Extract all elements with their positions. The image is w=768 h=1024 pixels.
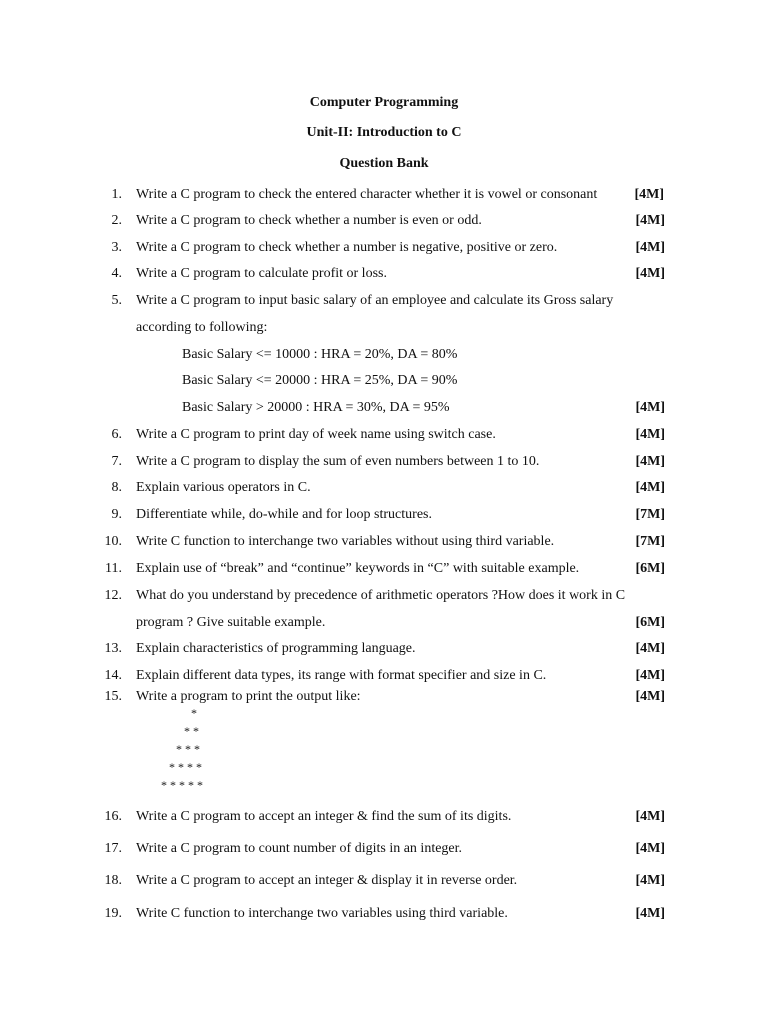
question-continuation: program ? Give suitable example. xyxy=(136,615,326,630)
question-text: Explain use of “break” and “continue” keywords in “C” with suitable example. xyxy=(136,561,580,576)
question-text: Write a C program to count number of digits in an integer. xyxy=(136,841,463,856)
salary-rule-line: Basic Salary <= 10000 : HRA = 20%, DA = 80% xyxy=(182,347,458,362)
course-title: Computer Programming xyxy=(309,95,459,110)
question-item xyxy=(0,479,768,497)
question-number: 2. xyxy=(111,213,122,228)
question-text: Write a C program to print day of week name using switch case. xyxy=(136,427,496,442)
question-text: Write a C program to input basic salary of an employee and calculate its Gross salary xyxy=(136,293,614,308)
question-item xyxy=(0,265,768,283)
question-item xyxy=(0,640,768,658)
question-item-tail xyxy=(0,399,768,417)
question-item xyxy=(0,212,768,230)
question-text: Write a program to print the output like: xyxy=(136,689,361,704)
question-number: 9. xyxy=(111,507,122,522)
question-number: 3. xyxy=(111,240,122,255)
question-number: 1. xyxy=(111,187,122,202)
question-number: 17. xyxy=(104,841,122,856)
doc-type-title: Question Bank xyxy=(339,156,429,171)
question-marks: [4M] xyxy=(635,668,665,683)
question-number: 6. xyxy=(111,427,122,442)
question-marks: [4M] xyxy=(634,187,664,202)
question-text: Differentiate while, do-while and for loop structures. xyxy=(136,507,432,522)
star-pattern-row: * * * * * xyxy=(161,778,203,792)
salary-rule-line: Basic Salary > 20000 : HRA = 30%, DA = 95% xyxy=(182,400,450,415)
question-text: What do you understand by precedence of arithmetic operators ?How does it work in C xyxy=(136,588,626,603)
question-item xyxy=(0,688,768,706)
question-marks: [4M] xyxy=(635,454,665,469)
question-number: 16. xyxy=(104,809,122,824)
question-text: Write a C program to check the entered character whether it is vowel or consonant xyxy=(136,187,598,202)
star-pattern-row: * * * xyxy=(176,742,200,756)
question-marks: [4M] xyxy=(635,873,665,888)
question-marks: [4M] xyxy=(635,809,665,824)
question-item xyxy=(0,292,768,310)
question-marks: [4M] xyxy=(635,427,665,442)
question-text: Write C function to interchange two variables without using third variable. xyxy=(136,534,555,549)
question-item xyxy=(0,872,768,890)
unit-title: Unit-II: Introduction to C xyxy=(306,125,462,140)
question-number: 15. xyxy=(104,689,122,704)
question-item xyxy=(0,533,768,551)
question-number: 8. xyxy=(111,480,122,495)
question-marks: [6M] xyxy=(635,615,665,630)
question-text: Write a C program to calculate profit or loss. xyxy=(136,266,387,281)
question-number: 14. xyxy=(104,668,122,683)
star-pattern-row: * * * * xyxy=(169,760,202,774)
question-marks: [4M] xyxy=(635,641,665,656)
question-text: Write a C program to display the sum of even numbers between 1 to 10. xyxy=(136,454,540,469)
question-marks: [4M] xyxy=(635,213,665,228)
question-number: 13. xyxy=(104,641,122,656)
question-item xyxy=(0,587,768,605)
question-marks: [4M] xyxy=(635,906,665,921)
question-text: Write C function to interchange two variables using third variable. xyxy=(136,906,508,921)
question-text: Write a C program to accept an integer & display it in reverse order. xyxy=(136,873,518,888)
question-marks: [4M] xyxy=(635,480,665,495)
question-marks: [4M] xyxy=(635,266,665,281)
question-marks: [4M] xyxy=(635,841,665,856)
question-marks: [7M] xyxy=(635,534,665,549)
question-marks: [4M] xyxy=(635,689,665,704)
question-number: 18. xyxy=(104,873,122,888)
question-text: Explain different data types, its range with format specifier and size in C. xyxy=(136,668,547,683)
star-pattern-row: * xyxy=(191,706,197,720)
question-marks: [6M] xyxy=(635,561,665,576)
question-number: 4. xyxy=(111,266,122,281)
question-number: 12. xyxy=(104,588,122,603)
question-number: 5. xyxy=(111,293,122,308)
question-item xyxy=(0,426,768,444)
question-text: Write a C program to check whether a number is negative, positive or zero. xyxy=(136,240,558,255)
question-item xyxy=(0,453,768,471)
question-text: Write a C program to check whether a number is even or odd. xyxy=(136,213,482,228)
question-item xyxy=(0,186,768,204)
question-item xyxy=(0,840,768,858)
question-marks: [7M] xyxy=(635,507,665,522)
question-marks: [4M] xyxy=(635,240,665,255)
question-number: 19. xyxy=(104,906,122,921)
question-number: 11. xyxy=(105,561,122,576)
star-pattern-row: * * xyxy=(184,724,199,738)
question-continuation: according to following: xyxy=(136,320,268,335)
question-item xyxy=(0,667,768,685)
question-text: Write a C program to accept an integer & find the sum of its digits. xyxy=(136,809,512,824)
salary-rule-line: Basic Salary <= 20000 : HRA = 25%, DA = 90% xyxy=(182,373,458,388)
question-item xyxy=(0,808,768,826)
question-item xyxy=(0,560,768,578)
question-item xyxy=(0,239,768,257)
question-item xyxy=(0,905,768,923)
question-marks: [4M] xyxy=(635,400,665,415)
question-text: Explain various operators in C. xyxy=(136,480,311,495)
question-number: 10. xyxy=(104,534,122,549)
question-number: 7. xyxy=(111,454,122,469)
question-item xyxy=(0,506,768,524)
question-text: Explain characteristics of programming language. xyxy=(136,641,416,656)
question-item-tail xyxy=(0,614,768,632)
